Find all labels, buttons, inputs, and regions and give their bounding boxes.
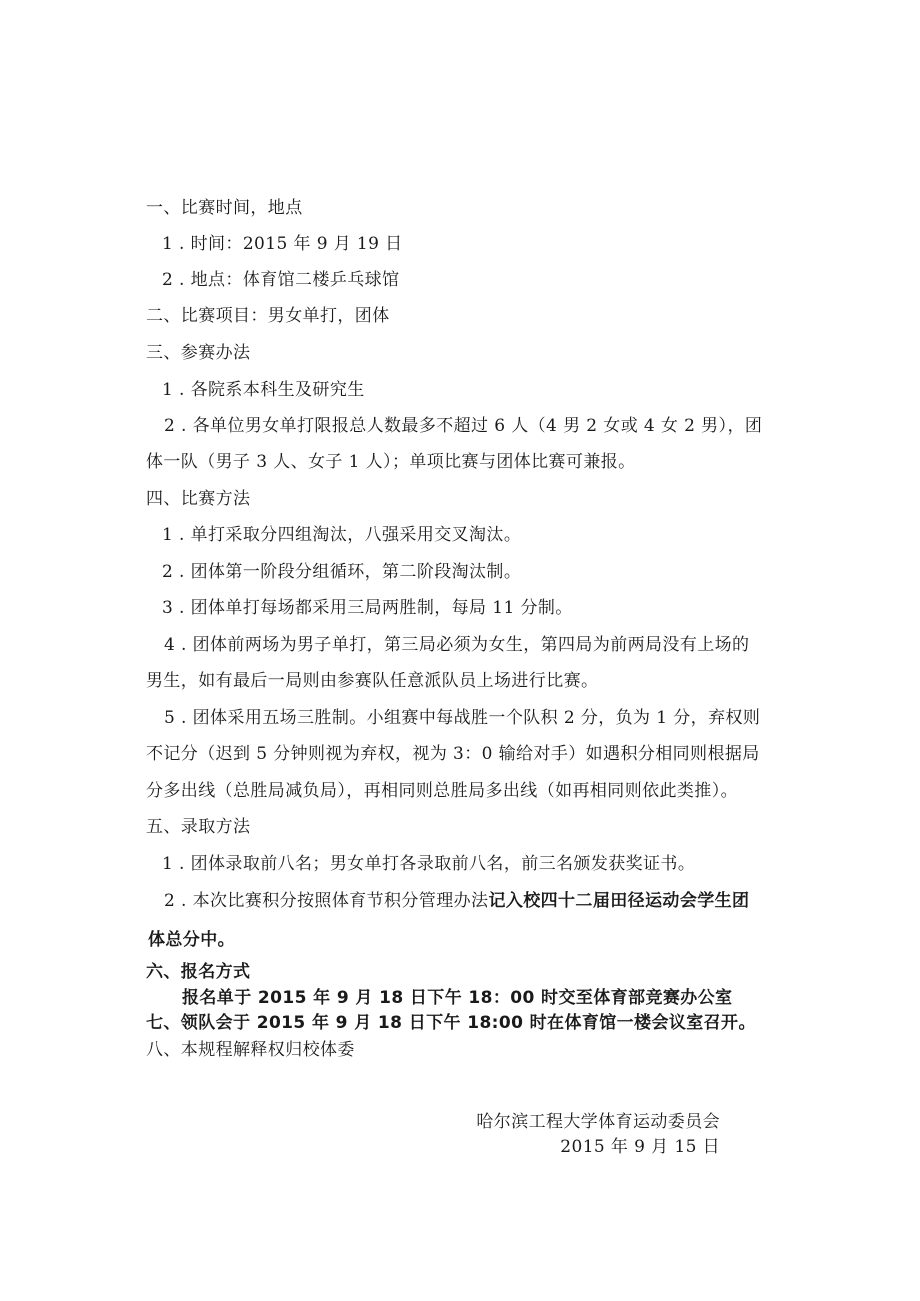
section-4-item-4-line-1: 4 . 团体前两场为男子单打，第三局必须为女生，第四局为前两局没有上场的 xyxy=(164,635,750,655)
section-3-item-2-line-1: 2 . 各单位男女单打限报总人数最多不超过 6 人（4 男 2 女或 4 女 2 男），团 xyxy=(164,416,763,436)
signature-date: 2015 年 9 月 15 日 xyxy=(560,1137,720,1157)
section-5-heading: 五、录取方法 xyxy=(146,817,251,837)
section-6-line-1: 报名单于 2015 年 9 月 18 日下午 18：00 时交至体育部竞赛办公室 xyxy=(182,988,733,1008)
section-5-item-2-bold-text: 记入校四十二届田径运动会学生团 xyxy=(488,891,750,911)
section-4-heading: 四、比赛方法 xyxy=(146,489,251,509)
section-5-item-2-line-2: 体总分中。 xyxy=(148,930,235,950)
section-5-item-2-line-1 xyxy=(164,891,749,911)
section-8-heading: 八、本规程解释权归校体委 xyxy=(146,1040,355,1060)
section-3-item-2-line-2: 体一队（男子 3 人、女子 1 人）；单项比赛与团体比赛可兼报。 xyxy=(146,452,636,472)
signature-organization: 哈尔滨工程大学体育运动委员会 xyxy=(476,1112,720,1132)
section-4-item-2: 2 . 团体第一阶段分组循环，第二阶段淘汰制。 xyxy=(162,562,522,582)
section-1-heading: 一、比赛时间，地点 xyxy=(146,198,303,218)
section-2-heading: 二、比赛项目：男女单打，团体 xyxy=(146,306,390,326)
section-5-item-1: 1 . 团体录取前八名；男女单打各录取前八名，前三名颁发获奖证书。 xyxy=(162,854,696,874)
section-4-item-3: 3 . 团体单打每场都采用三局两胜制，每局 11 分制。 xyxy=(162,598,573,618)
section-4-item-4-line-2: 男生，如有最后一局则由参赛队任意派队员上场进行比赛。 xyxy=(146,671,599,691)
section-4-item-5-line-2: 不记分（迟到 5 分钟则视为弃权，视为 3：0 输给对手）如遇积分相同则根据局 xyxy=(146,744,760,764)
section-7-heading: 七、领队会于 2015 年 9 月 18 日下午 18:00 时在体育馆一楼会议室召开。 xyxy=(146,1013,756,1033)
section-4-item-1: 1 . 单打采取分四组淘汰，八强采用交叉淘汰。 xyxy=(162,525,522,545)
section-6-heading: 六、报名方式 xyxy=(146,962,251,982)
section-3-heading: 三、参赛办法 xyxy=(146,343,251,363)
section-1-item-1: 1 . 时间：2015 年 9 月 19 日 xyxy=(162,234,403,254)
section-3-item-1: 1 . 各院系本科生及研究生 xyxy=(162,380,365,400)
section-5-item-2-normal-text: 2 . 本次比赛积分按照体育节积分管理办法 xyxy=(164,891,489,911)
section-1-item-2: 2 . 地点：体育馆二楼乒乓球馆 xyxy=(162,270,400,290)
section-4-item-5-line-3: 分多出线（总胜局减负局），再相同则总胜局多出线（如再相同则依此类推）。 xyxy=(146,781,738,801)
section-4-item-5-line-1: 5 . 团体采用五场三胜制。小组赛中每战胜一个队积 2 分，负为 1 分，弃权则 xyxy=(164,708,761,728)
